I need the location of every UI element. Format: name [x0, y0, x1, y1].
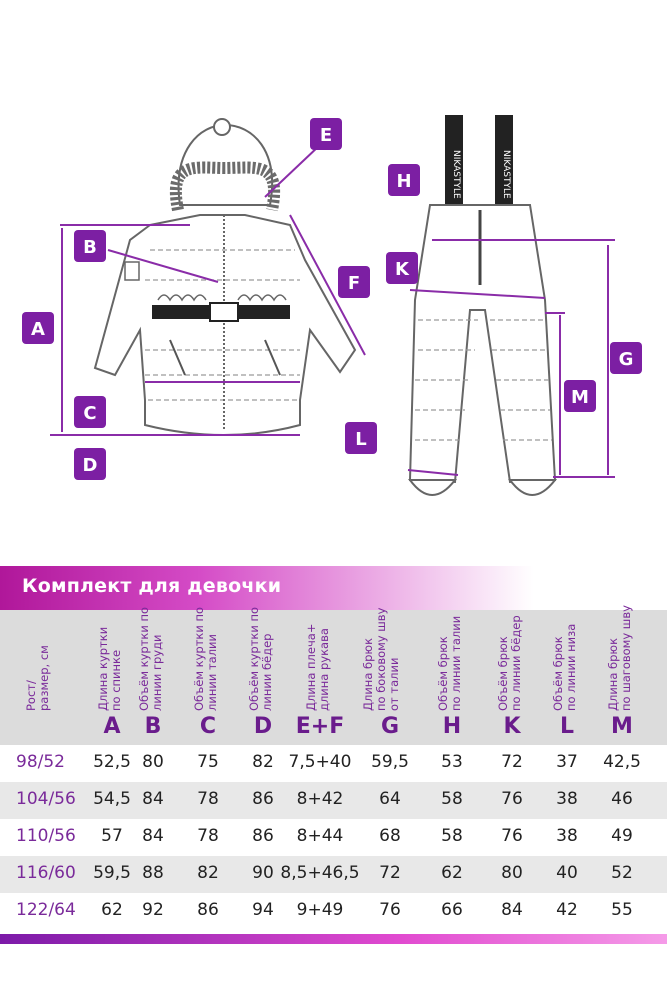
label-A	[22, 312, 54, 344]
value-cell: 54,5	[93, 789, 131, 809]
value-cell: 68	[379, 826, 401, 846]
value-cell: 49	[611, 826, 633, 846]
table-row	[0, 819, 667, 856]
value-cell: 58	[441, 789, 463, 809]
overalls-drawing	[410, 115, 555, 495]
label-B	[74, 230, 106, 262]
value-cell: 82	[197, 863, 219, 883]
value-cell: 42,5	[603, 752, 641, 772]
size-cell: 104/56	[16, 789, 76, 809]
column-desc-text: Объём брюк по линии талии	[436, 615, 463, 711]
value-cell: 66	[441, 900, 463, 920]
value-cell: 78	[197, 789, 219, 809]
value-cell: 9+49	[296, 900, 344, 920]
label-L	[345, 422, 377, 454]
column-desc-text: Длина брюк по шаговому шву	[606, 605, 633, 711]
value-cell: 42	[556, 900, 578, 920]
column-desc-text: Длина куртки по спинке	[96, 626, 123, 711]
column-desc-text: Объём куртки по линии талии	[192, 606, 219, 711]
column-desc-text: Длина плеча+ длина рукава	[304, 623, 331, 711]
value-cell: 82	[252, 752, 274, 772]
value-cell: 38	[556, 826, 578, 846]
value-cell: 76	[501, 789, 523, 809]
column-letter-a: A	[103, 714, 121, 739]
svg-text:F: F	[347, 273, 361, 294]
value-cell: 84	[142, 789, 164, 809]
table-row	[0, 856, 667, 893]
value-cell: 7,5+40	[288, 752, 352, 772]
column-letter-m: M	[611, 714, 633, 739]
column-letter-c: C	[199, 714, 217, 739]
svg-text:A: A	[31, 319, 45, 340]
svg-text:B: B	[83, 237, 97, 258]
column-desc-text: Объём куртки по линии бёдер	[247, 606, 274, 711]
value-cell: 46	[611, 789, 633, 809]
value-cell: 84	[142, 826, 164, 846]
svg-text:M: M	[571, 387, 589, 408]
label-M	[564, 380, 596, 412]
value-cell: 76	[379, 900, 401, 920]
value-cell: 76	[501, 826, 523, 846]
svg-text:H: H	[396, 171, 412, 192]
column-letter-l: L	[559, 714, 575, 739]
column-desc-text: Длина брюк по боковому шву от талии	[361, 607, 401, 711]
svg-text:D: D	[82, 455, 98, 476]
column-desc-text: Объём брюк по линии бёдер	[496, 615, 523, 711]
value-cell: 75	[197, 752, 219, 772]
svg-text:K: K	[395, 259, 409, 280]
label-K	[386, 252, 418, 284]
strap-brand-left: NIKASTYLE	[451, 150, 461, 199]
table-row	[0, 745, 667, 782]
value-cell: 59,5	[93, 863, 131, 883]
value-cell: 84	[501, 900, 523, 920]
svg-text:L: L	[355, 429, 367, 450]
size-table	[0, 605, 667, 930]
column-desc-m	[598, 591, 667, 711]
value-cell: 94	[252, 900, 274, 920]
value-cell: 62	[101, 900, 123, 920]
label-E	[310, 118, 342, 150]
value-cell: 64	[379, 789, 401, 809]
column-letter-k: K	[503, 714, 521, 739]
value-cell: 62	[441, 863, 463, 883]
value-cell: 90	[252, 863, 274, 883]
table-header	[0, 605, 667, 745]
column-letter-b: B	[144, 714, 162, 739]
label-D	[74, 448, 106, 480]
value-cell: 37	[556, 752, 578, 772]
label-F	[338, 266, 370, 298]
value-cell: 86	[252, 826, 274, 846]
value-cell: 52	[611, 863, 633, 883]
size-cell: 110/56	[16, 826, 76, 846]
value-cell: 86	[197, 900, 219, 920]
column-letter-h: H	[442, 714, 462, 739]
column-desc-g	[361, 591, 436, 711]
value-cell: 8,5+46,5	[280, 863, 360, 883]
bottom-accent-bar	[0, 934, 667, 944]
value-cell: 72	[501, 752, 523, 772]
value-cell: 78	[197, 826, 219, 846]
value-cell: 86	[252, 789, 274, 809]
value-cell: 38	[556, 789, 578, 809]
value-cell: 59,5	[371, 752, 409, 772]
table-title: Комплект для девочки	[22, 575, 282, 597]
size-column-header-text: Рост/ размер, см	[24, 645, 51, 711]
value-cell: 53	[441, 752, 463, 772]
column-desc-text: Объём куртки по линии груди	[137, 606, 164, 711]
value-cell: 8+44	[296, 826, 344, 846]
value-cell: 55	[611, 900, 633, 920]
value-cell: 40	[556, 863, 578, 883]
column-letter-g: G	[380, 714, 400, 739]
table-row	[0, 893, 667, 930]
column-desc-e-plus-f	[296, 591, 366, 711]
size-column-header	[16, 591, 86, 711]
label-G	[610, 342, 642, 374]
strap-brand-right: NIKASTYLE	[501, 150, 511, 199]
value-cell: 88	[142, 863, 164, 883]
value-cell: 8+42	[296, 789, 344, 809]
value-cell: 72	[379, 863, 401, 883]
svg-text:E: E	[319, 125, 333, 146]
size-cell: 122/64	[16, 900, 76, 920]
value-cell: 57	[101, 826, 123, 846]
value-cell: 58	[441, 826, 463, 846]
value-cell: 92	[142, 900, 164, 920]
size-cell: 98/52	[16, 752, 65, 772]
table-row	[0, 782, 667, 819]
size-cell: 116/60	[16, 863, 76, 883]
column-letter-d: D	[253, 714, 273, 739]
value-cell: 80	[501, 863, 523, 883]
label-C	[74, 396, 106, 428]
value-cell: 52,5	[93, 752, 131, 772]
jacket-drawing	[95, 119, 355, 435]
svg-text:G: G	[618, 349, 634, 370]
svg-text:C: C	[83, 403, 97, 424]
label-H	[388, 164, 420, 196]
column-desc-text: Объём брюк по линии низа	[551, 623, 578, 711]
column-letter-e-plus-f: E+F	[295, 714, 345, 739]
value-cell: 80	[142, 752, 164, 772]
